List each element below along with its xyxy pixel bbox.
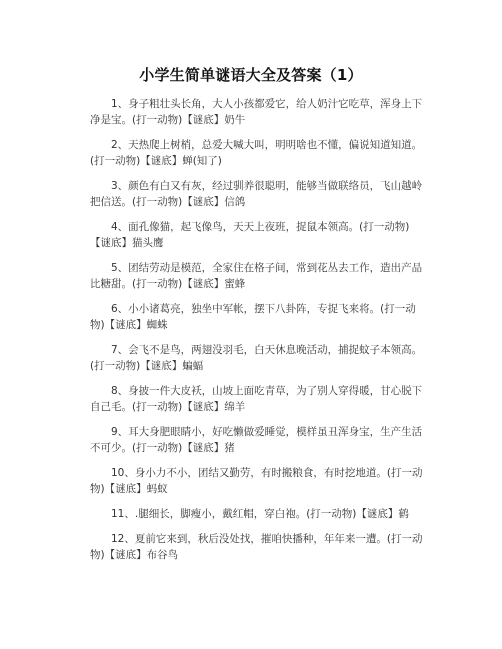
riddle-question: 2、天热爬上树梢，总爱大喊大叫，明明啥也不懂，偏说知道知道。(打一动物)【谜底】	[90, 139, 423, 167]
riddle-item	[76, 178, 425, 210]
riddle-question: 7、会飞不是鸟，两翅没羽毛，白天休息晚活动，捕捉蚊子本领高。(打一动物)【谜底】	[90, 344, 423, 372]
riddle-item	[76, 96, 425, 128]
riddle-answer: 蚂蚁	[146, 483, 168, 495]
riddle-question: 12、夏前它来到，秋后没处找，摧咱快播种，年年来一遭。(打一动物)【谜底】	[90, 533, 423, 561]
riddle-item	[76, 531, 425, 563]
riddle-answer: 蜜蜂	[224, 278, 246, 290]
riddle-question: 1、身子粗壮头长角，大人小孩都爱它，给人奶汁它吃草，浑身上下净是宝。(打一动物)【谜底】	[90, 98, 423, 126]
riddle-item	[76, 465, 425, 497]
riddle-item	[76, 383, 425, 415]
riddle-answer: 猪	[224, 442, 235, 454]
riddle-item	[76, 506, 425, 522]
riddle-item	[76, 260, 425, 292]
riddle-question: 11、.腿细长，脚瘦小，戴红帽，穿白袍。(打一动物)【谜底】	[111, 508, 399, 520]
riddle-item	[76, 219, 425, 251]
riddle-item	[76, 301, 425, 333]
riddle-question: 3、颜色有白又有灰，经过驯养很聪明，能够当做联络员，飞山越岭把信送。(打一动物)【谜底】	[90, 180, 423, 208]
riddle-question: 5、团结劳动是模范，全家住在格子间，常到花丛去工作，造出产品比糖甜。(打一动物)【谜底】	[90, 262, 423, 290]
riddle-answer: 蜘蛛	[146, 319, 168, 331]
riddle-list	[90, 96, 425, 572]
riddle-item	[76, 342, 425, 374]
riddle-item	[76, 424, 425, 456]
riddle-question: 8、身披一件大皮袄，山坡上面吃青草，为了别人穿得暖，甘心脱下自己毛。(打一动物)【谜底】	[90, 385, 423, 413]
riddle-item	[76, 137, 425, 169]
riddle-answer: 蝙蝠	[182, 360, 204, 372]
riddle-answer: 绵羊	[224, 401, 246, 413]
riddle-question: 9、耳大身肥眼睛小，好吃懒做爱睡觉，模样虽丑浑身宝，生产生活不可少。(打一动物)【谜底】	[90, 426, 423, 454]
riddle-answer: 布谷鸟	[146, 549, 179, 561]
page-title: 小学生简单谜语大全及答案（1）	[139, 66, 363, 84]
riddle-answer: 鹤	[398, 508, 409, 520]
riddle-answer: 蝉(知了)	[182, 155, 222, 167]
riddle-answer: 猫头鹰	[132, 237, 164, 249]
riddle-answer: 奶牛	[224, 114, 246, 126]
riddle-question: 10、身小力不小，团结又勤劳，有时搬粮食，有时挖地道。(打一动物)【谜底】	[90, 467, 423, 495]
riddle-question: 4、面孔像猫，起飞像鸟，天天上夜班，捉鼠本领高。(打一动物)【谜底】	[90, 221, 410, 249]
riddle-answer: 信鸽	[224, 196, 246, 208]
riddle-question: 6、小小诸葛亮，独坐中军帐，摆下八卦阵，专捉飞来将。(打一动物)【谜底】	[90, 303, 416, 331]
